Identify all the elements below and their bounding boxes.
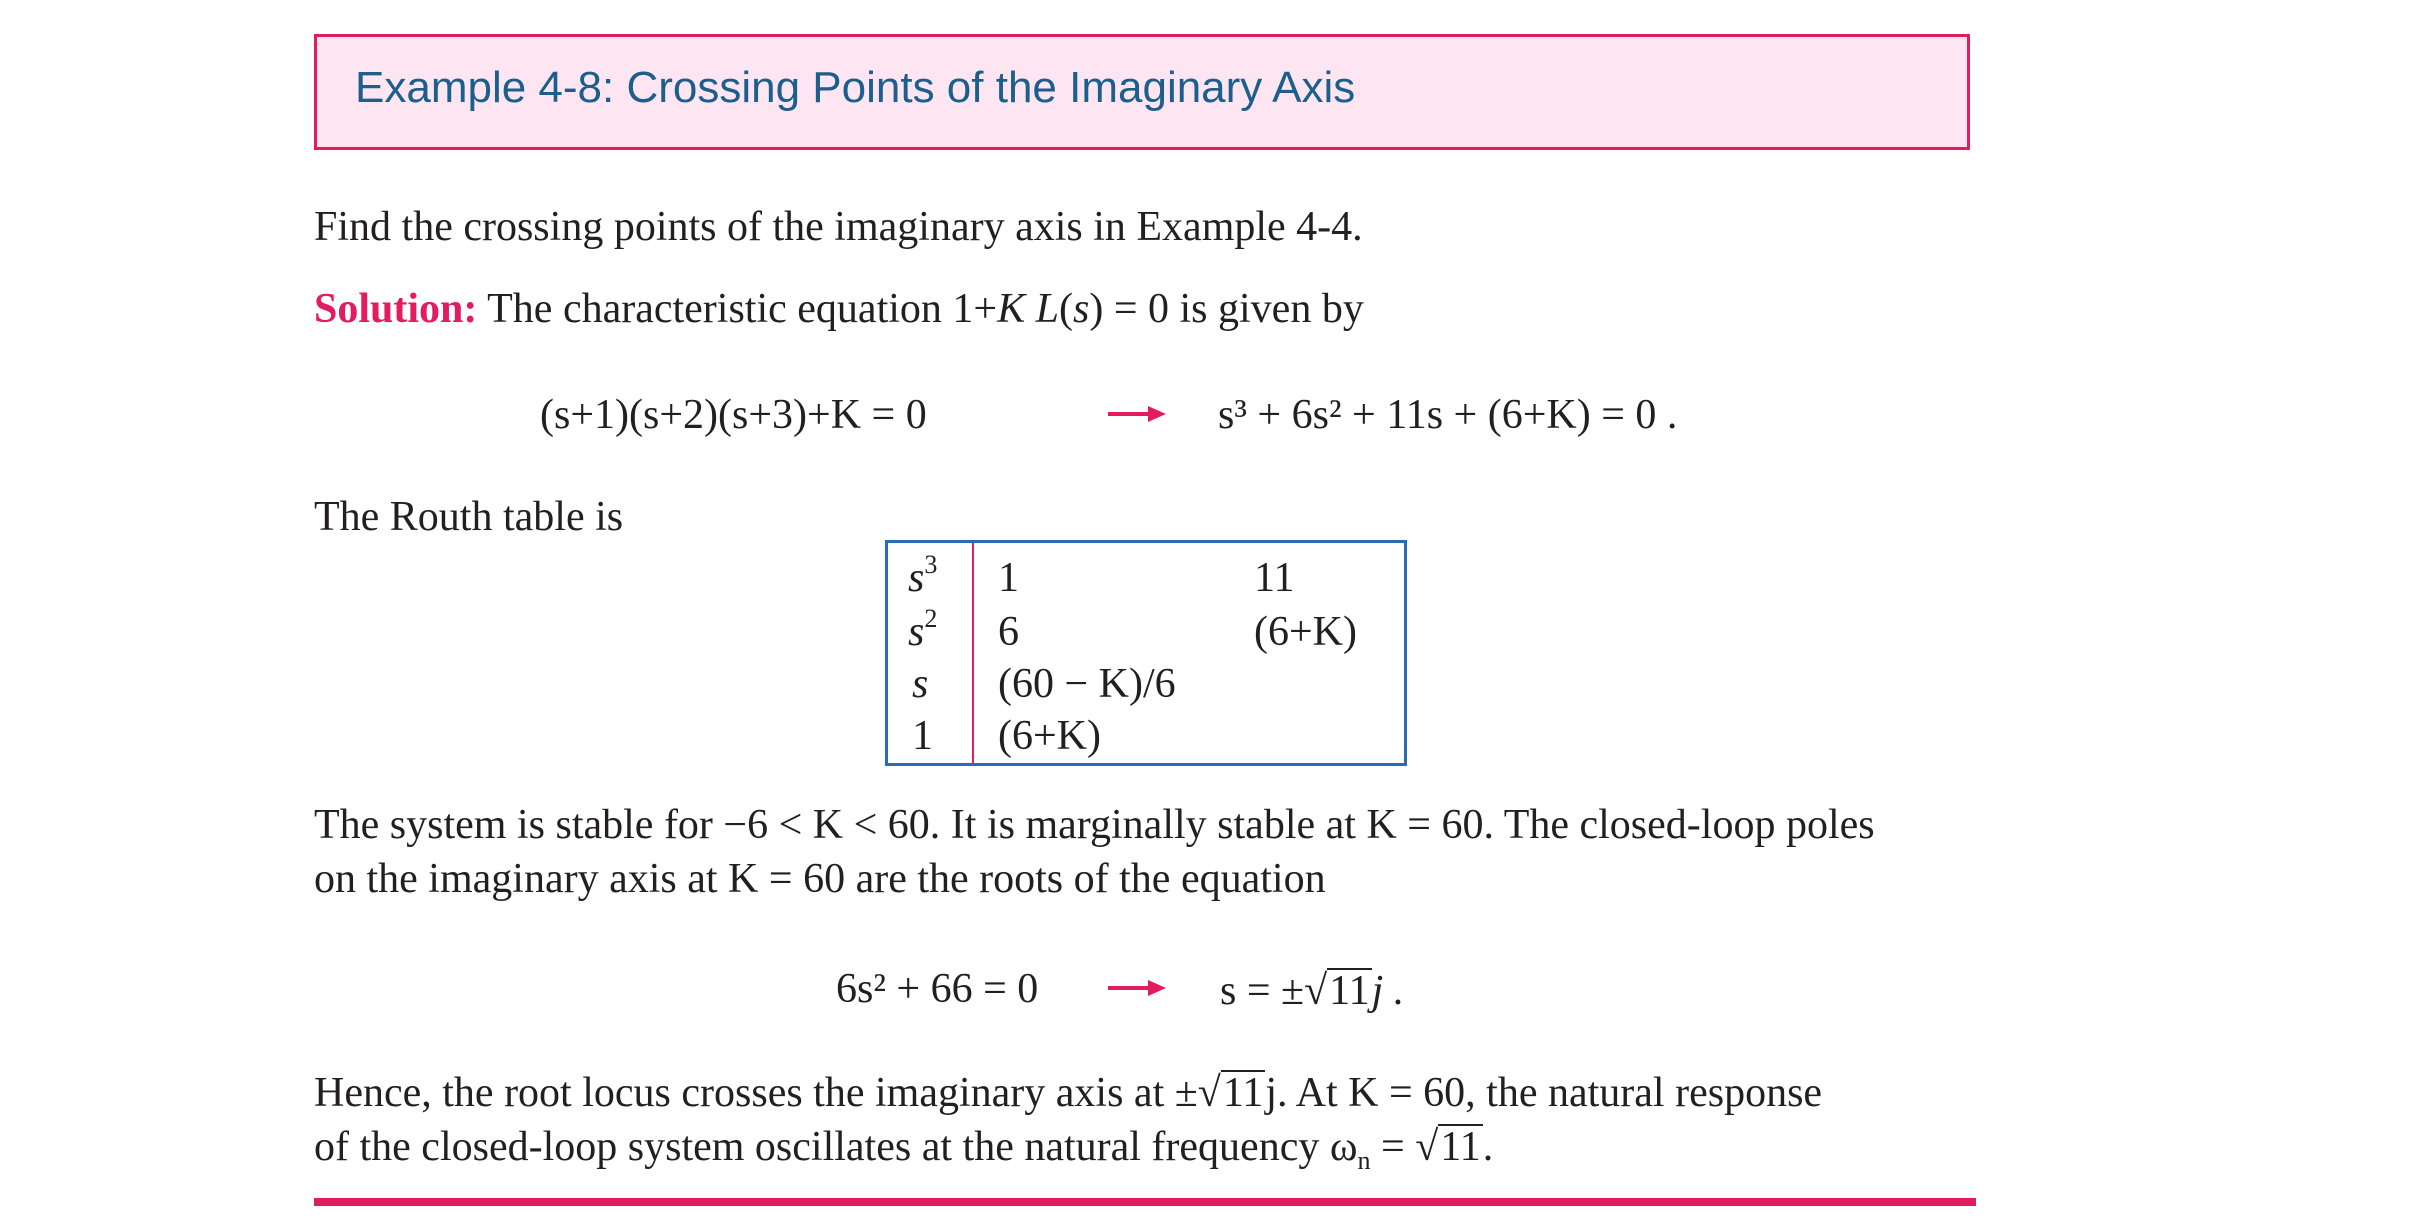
- routh-cell: 6: [998, 609, 1019, 655]
- routh-cell: (60 − K)/6: [998, 661, 1176, 707]
- routh-cell: 11: [1254, 555, 1295, 601]
- routh-power-s: s: [912, 661, 929, 707]
- equation-2-rhs: s = ±√11j .: [1220, 968, 1405, 1014]
- conclusion-line-1: Hence, the root locus crosses the imaginary axis at ±√11j. At K = 60, the natural response: [314, 1070, 1823, 1116]
- right-arrow-icon: [1108, 978, 1168, 998]
- sqrt-symbol: √11: [1197, 1070, 1264, 1116]
- routh-table: [885, 540, 1407, 766]
- problem-statement: Find the crossing points of the imaginary axis in Example 4-4.: [314, 204, 1363, 250]
- right-arrow-icon: [1108, 404, 1168, 424]
- routh-power-s3: $s^3$: [908, 549, 938, 601]
- conclusion-line-2: of the closed-loop system oscillates at the natural frequency $\omega_n = √11$.: [314, 1124, 1494, 1176]
- routh-table-separator: [972, 543, 974, 763]
- example-title-box: [314, 34, 1970, 150]
- routh-power-s2: $s^2$: [908, 603, 938, 655]
- sqrt-symbol: √11: [1304, 968, 1370, 1014]
- solution-intro: The characteristic equation 1+K L(s) = 0 is given by: [487, 286, 1364, 332]
- routh-intro: The Routh table is: [314, 494, 624, 540]
- example-title: Example 4-8: Crossing Points of the Imaginary Axis: [355, 63, 1356, 112]
- routh-cell: (6+K): [1254, 609, 1357, 655]
- solution-label: Solution:: [314, 286, 478, 332]
- routh-cell: (6+K): [998, 713, 1101, 759]
- equation-2-lhs: 6s² + 66 = 0: [836, 966, 1039, 1012]
- stability-line-1: The system is stable for −6 < K < 60. It is marginally stable at K = 60. The closed-loop poles: [314, 802, 1875, 848]
- routh-power-1: 1: [912, 713, 933, 759]
- equation-1-lhs: (s+1)(s+2)(s+3)+K = 0: [540, 392, 927, 438]
- sqrt-symbol: √11: [1415, 1124, 1481, 1170]
- solution-line: [314, 288, 1364, 330]
- routh-cell: 1: [998, 555, 1019, 601]
- stability-line-2: on the imaginary axis at K = 60 are the roots of the equation: [314, 856, 1326, 902]
- bottom-divider: [314, 1198, 1976, 1206]
- equation-1-rhs: s³ + 6s² + 11s + (6+K) = 0 .: [1218, 392, 1678, 438]
